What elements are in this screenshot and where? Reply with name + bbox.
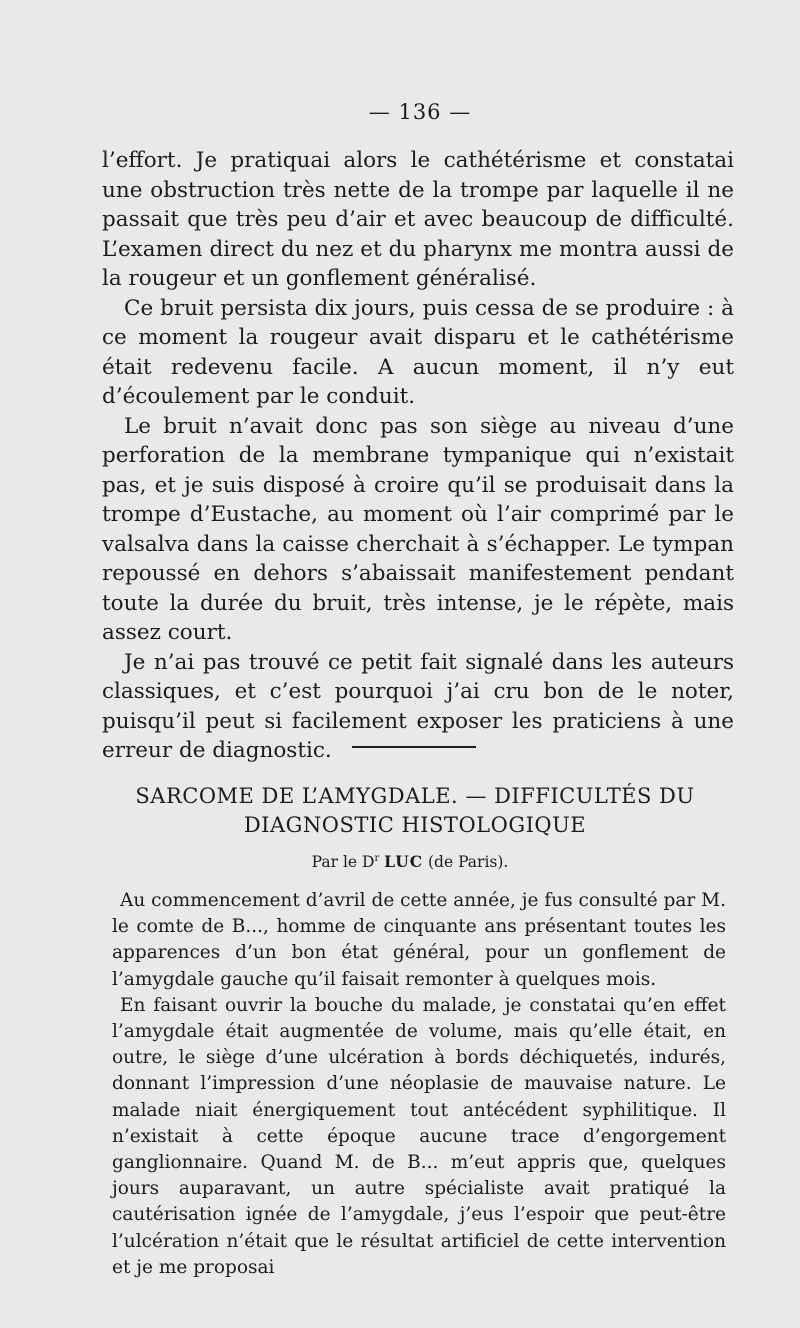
page-number: — 136 —	[368, 100, 472, 124]
article-title-line-2: DIAGNOSTIC HISTOLOGIQUE	[243, 813, 587, 837]
byline-author: LUC	[384, 852, 424, 871]
article-title	[110, 782, 720, 840]
paragraph: Le bruit n’avait donc pas son siège au niveau d’une perforation de la membrane tympanique qui n’existait pas, et je suis disposé à croire qu’il se produisait dans la trompe d’Eustache, au moment où l’air comprimé par le valsalva dans la caisse cherchait à s’échapper. Le tympan repoussé en dehors s’abaissait manifestement pendant toute la durée du bruit, très intense, je le répète, mais assez court.	[102, 413, 734, 645]
article-title-line-1: SARCOME DE L’AMYGDALE. — DIFFICULTÉS DU	[135, 784, 695, 808]
paragraph: l’effort. Je pratiquai alors le cathétérisme et constatai une obstruction très nette de la trompe par laquelle il ne passait que très peu d’air et avec beaucoup de difficulté. L’examen direct du nez et du pharynx me montra aussi de la rougeur et un gonflement généralisé.	[102, 148, 734, 291]
paragraph: Ce bruit persista dix jours, puis cessa de se produire : à ce moment la rougeur avait disparu et le cathétérisme était redevenu facile. A aucun moment, il n’y eut d’écoulement par le conduit.	[102, 295, 734, 409]
byline-prefix: Par le D	[311, 853, 375, 871]
paragraph: Je n’ai pas trouvé ce petit fait signalé dans les auteurs classiques, et c’est pourquoi j’ai cru bon de le noter, puisqu’il peut si facilement exposer les praticiens à une erreur de diagnostic.	[102, 649, 734, 763]
byline-suffix: (de Paris).	[428, 853, 509, 871]
section-divider	[352, 746, 476, 748]
continued-text	[102, 146, 734, 766]
article-paragraph: En faisant ouvrir la bouche du malade, je constatai qu’en effet l’amygdale était augmentée de volume, mais qu’elle était, en outre, le siège d’une ulcération à bords déchiquetés, indurés, donnant l’impression d’une néoplasie de mauvaise nature. Le malade niait énergiquement tout antécédent syphilitique. Il n’existait à cette époque aucune trace d’engorgement ganglionnaire. Quand M. de B... m’eut appris que, quelques jours auparavant, un autre spécialiste avait pratiqué la cautérisation ignée de l’amygdale, j’eus l’espoir que peut-être l’ulcération n’était que le résultat artificiel de cette intervention et je me proposai	[112, 994, 726, 1278]
article-paragraph: Au commencement d’avril de cette année, je fus consulté par M. le comte de B..., homme de cinquante ans présentant toutes les apparences d’un bon état général, pour un gonflement de l’amygdale gauche qu’il faisait remonter à quelques mois.	[112, 890, 726, 990]
byline-sup: r	[374, 852, 380, 864]
article-byline	[0, 852, 800, 871]
article-body	[112, 888, 726, 1281]
